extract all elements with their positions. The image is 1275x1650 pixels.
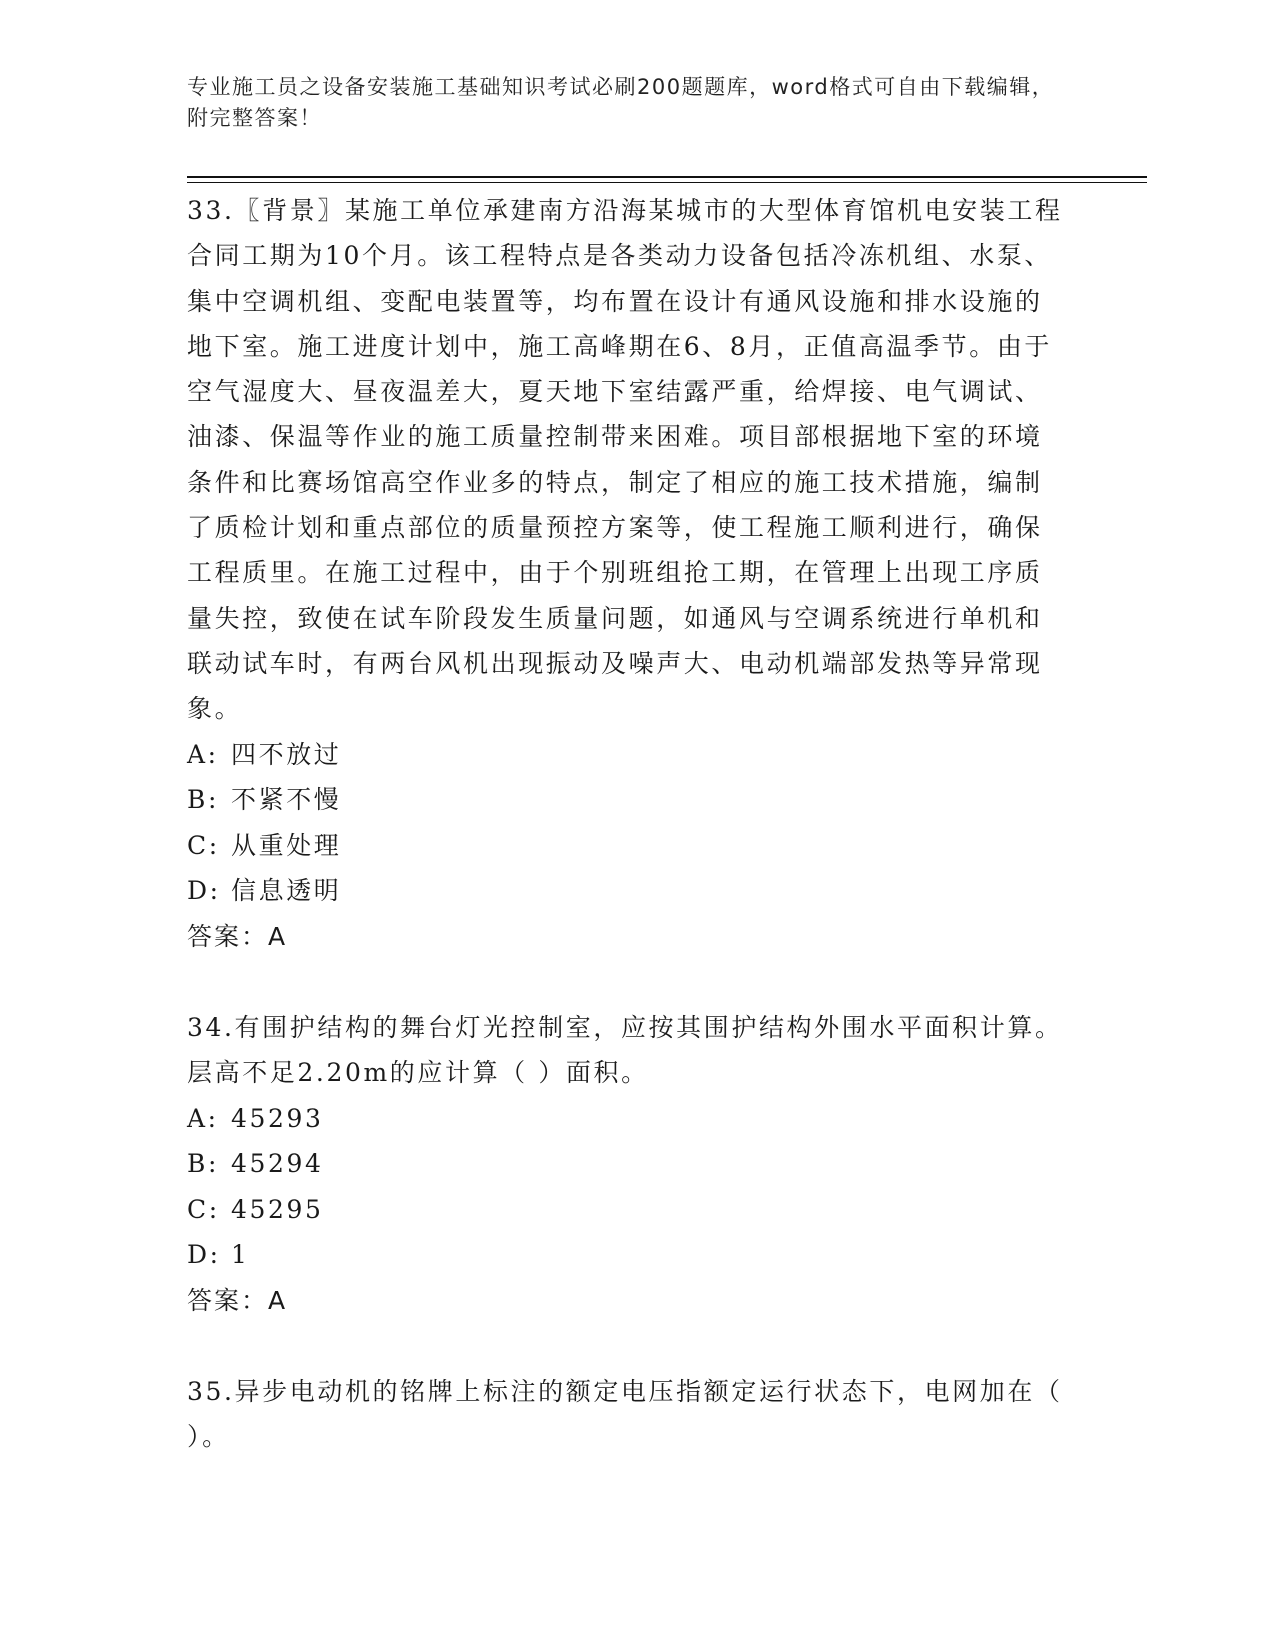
- header-divider-thin: [187, 182, 1147, 183]
- option-text: 从重处理: [231, 830, 342, 860]
- option-label: C:: [187, 830, 220, 860]
- option-label: B:: [187, 1149, 219, 1179]
- option-a: [187, 1096, 1067, 1142]
- option-b: [187, 777, 1067, 823]
- question-spacer: [187, 959, 1067, 1005]
- option-text: 1: [231, 1240, 250, 1270]
- option-a: [187, 732, 1067, 778]
- option-label: A:: [187, 1103, 219, 1133]
- question-text: 33.〖背景〗某施工单位承建南方沿海某城市的大型体育馆机电安装工程合同工期为10个月。该工程特点是各类动力设备包括冷冻机组、水泵、集中空调机组、变配电装置等，均布置在设计有通风设施和排水设施的地下室。施工进度计划中，施工高峰期在6、8月，正值高温季节。由于空气湿度大、昼夜温差大，夏天地下室结露严重，给焊接、电气调试、油漆、保温等作业的施工质量控制带来困难。项目部根据地下室的环境条件和比赛场馆高空作业多的特点，制定了相应的施工技术措施，编制了质检计划和重点部位的质量预控方案等，使工程施工顺利进行，确保工程质里。在施工过程中，由于个别班组抢工期，在管理上出现工序质量失控，致使在试车阶段发生质量问题，如通风与空调系统进行单机和联动试车时，有两台风机出现振动及噪声大、电动机端部发热等异常现象。: [187, 196, 1063, 724]
- answer-line: 答案：A: [187, 921, 288, 951]
- option-label: D:: [187, 1240, 221, 1270]
- option-label: A:: [187, 739, 219, 769]
- option-text: 45294: [231, 1149, 324, 1179]
- option-label: B:: [187, 785, 219, 815]
- document-header: [187, 72, 1067, 134]
- question-33: [187, 188, 1067, 959]
- option-d: [187, 1232, 1067, 1278]
- question-34: [187, 1005, 1067, 1323]
- option-label: D:: [187, 876, 221, 906]
- question-text: 34.有围护结构的舞台灯光控制室，应按其围护结构外围水平面积计算。层高不足2.20m的应计算（ ）面积。: [187, 1013, 1063, 1088]
- question-spacer: [187, 1323, 1067, 1369]
- option-text: 信息透明: [231, 876, 342, 906]
- option-c: [187, 823, 1067, 869]
- option-text: 四不放过: [231, 739, 342, 769]
- question-list: [187, 188, 1067, 1460]
- option-b: [187, 1141, 1067, 1187]
- answer-line: 答案：A: [187, 1285, 288, 1315]
- option-text: 45293: [231, 1103, 324, 1133]
- option-d: [187, 868, 1067, 914]
- option-label: C:: [187, 1194, 220, 1224]
- question-35: [187, 1369, 1067, 1460]
- option-c: [187, 1187, 1067, 1233]
- header-divider-thick: [187, 176, 1147, 178]
- question-text: 35.异步电动机的铭牌上标注的额定电压指额定运行状态下，电网加在（ ）。: [187, 1377, 1063, 1452]
- option-text: 45295: [231, 1194, 324, 1224]
- option-text: 不紧不慢: [231, 785, 342, 815]
- document-title: 专业施工员之设备安装施工基础知识考试必刷200题题库，word格式可自由下载编辑，附完整答案！: [187, 75, 1055, 130]
